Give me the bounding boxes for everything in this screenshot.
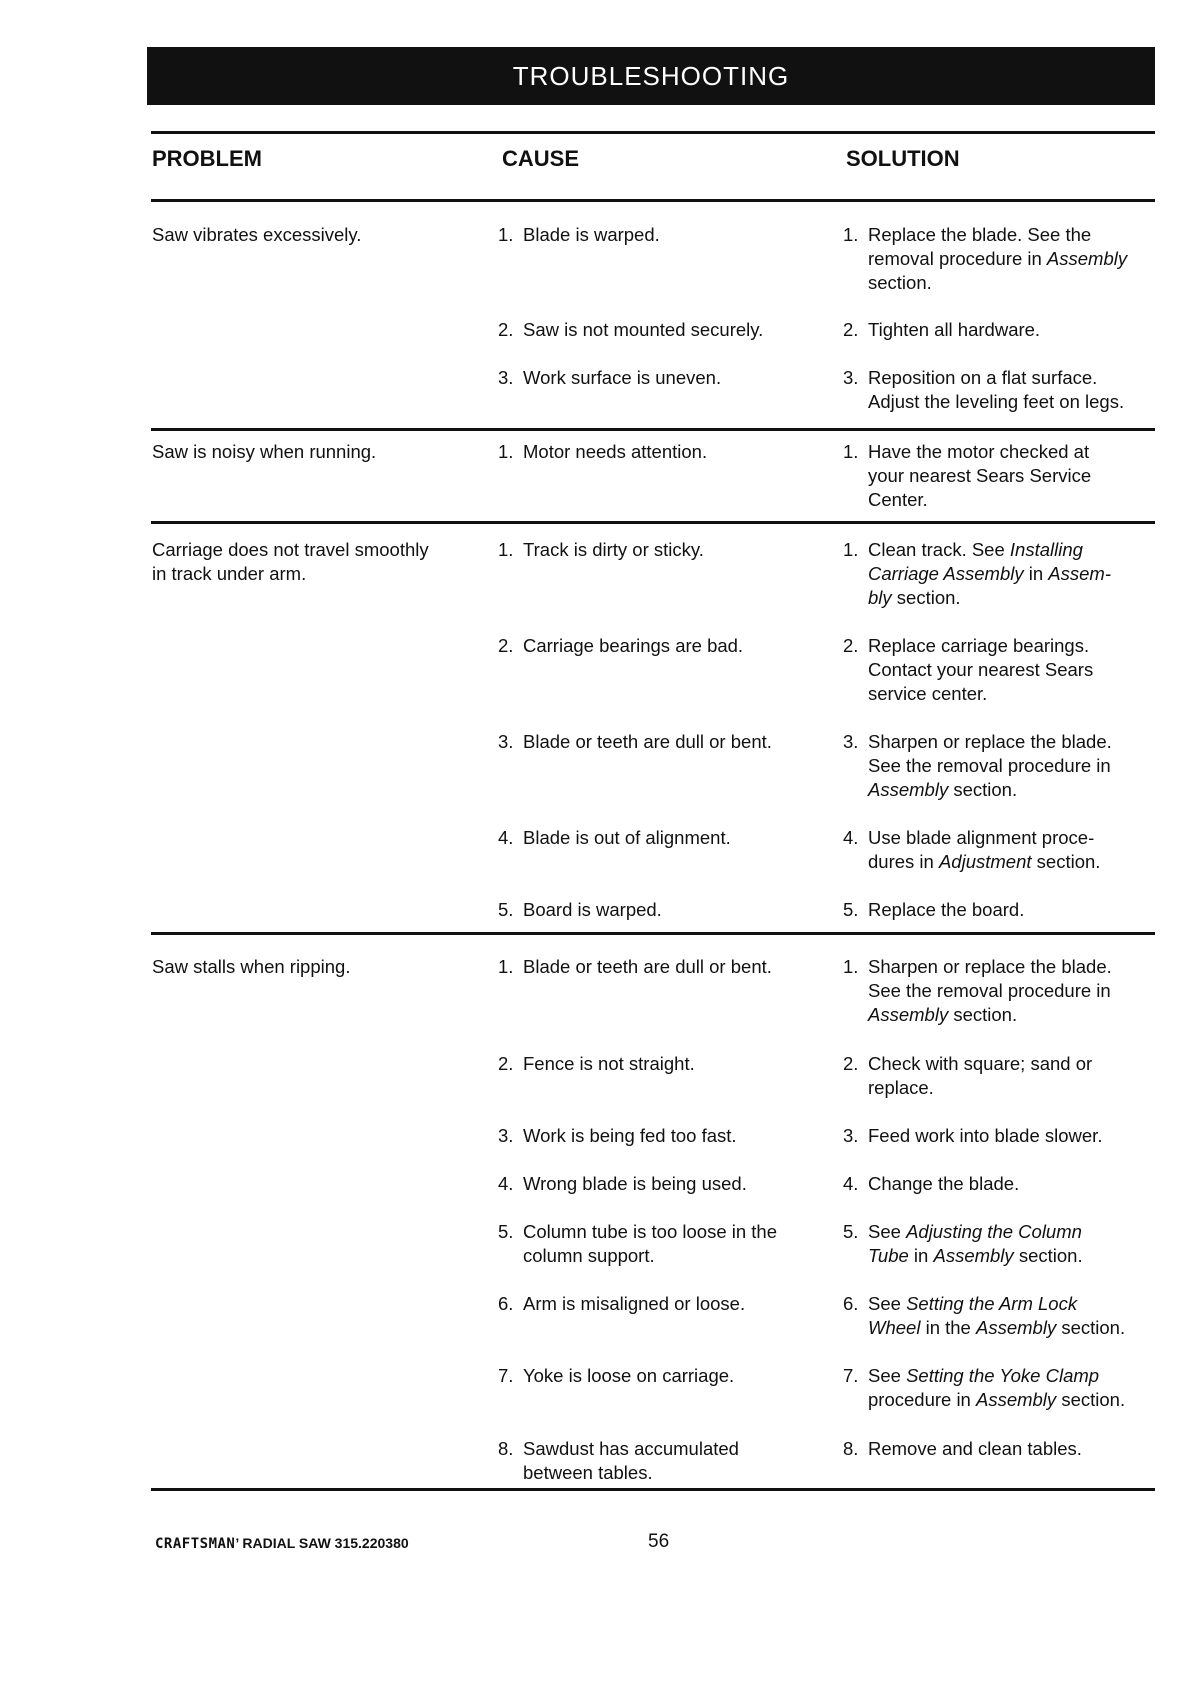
section-divider bbox=[151, 932, 1155, 935]
cause-text bbox=[523, 1220, 777, 1268]
solution-line bbox=[868, 1316, 1125, 1340]
solution-text bbox=[868, 826, 1100, 874]
solution-line bbox=[868, 682, 1093, 706]
solution-fragment: See the removal procedure in bbox=[868, 980, 1111, 1001]
solution-line bbox=[868, 1388, 1125, 1412]
solution-line bbox=[868, 562, 1111, 586]
header-problem: PROBLEM bbox=[152, 146, 262, 171]
solution-text bbox=[868, 1437, 1082, 1461]
problem-text: Saw is noisy when running. bbox=[152, 441, 377, 462]
reference-italic: Adjustment bbox=[938, 851, 1032, 872]
solution-number: 3. bbox=[843, 731, 859, 752]
cause-text bbox=[523, 223, 660, 247]
solution-fragment: your nearest Sears Service bbox=[868, 465, 1092, 486]
cause-line: Work surface is uneven. bbox=[523, 367, 722, 388]
cause-text bbox=[523, 318, 763, 342]
solution-line bbox=[868, 440, 1091, 464]
solution-line bbox=[868, 1437, 1082, 1461]
reference-italic: Assembly bbox=[868, 1004, 949, 1025]
cause-text bbox=[523, 1052, 695, 1076]
cause-line: Carriage bearings are bad. bbox=[523, 635, 744, 656]
solution-line bbox=[868, 850, 1100, 874]
cause-number: 5. bbox=[498, 1221, 514, 1242]
solution-text bbox=[868, 1124, 1102, 1148]
page-title-banner bbox=[147, 47, 1155, 105]
craftsman-logo: CRAFTSMAN bbox=[155, 1536, 236, 1552]
solution-text bbox=[868, 223, 1127, 295]
solution-fragment: Clean track. See bbox=[868, 539, 1010, 560]
cause-text bbox=[523, 826, 731, 850]
solution-line bbox=[868, 223, 1127, 247]
cause-line: Arm is misaligned or loose. bbox=[523, 1293, 746, 1314]
solution-text bbox=[868, 1364, 1125, 1412]
cause-number: 1. bbox=[498, 539, 514, 560]
reference-italic: Assembly bbox=[1046, 248, 1128, 269]
solution-text bbox=[868, 1220, 1083, 1268]
solution-fragment: dures in bbox=[868, 851, 939, 872]
cause-number: 2. bbox=[498, 1053, 514, 1074]
solution-fragment: Sharpen or replace the blade. bbox=[868, 956, 1112, 977]
cause-number: 4. bbox=[498, 827, 514, 848]
solution-fragment: Adjust the leveling feet on legs. bbox=[868, 391, 1125, 412]
cause-number: 3. bbox=[498, 1125, 514, 1146]
cause-number: 5. bbox=[498, 899, 514, 920]
cause-line: Blade or teeth are dull or bent. bbox=[523, 956, 772, 977]
solution-fragment: Replace carriage bearings. bbox=[868, 635, 1090, 656]
solution-line bbox=[868, 1292, 1125, 1316]
solution-number: 1. bbox=[843, 224, 859, 245]
solution-fragment: See bbox=[868, 1365, 907, 1386]
cause-line: Motor needs attention. bbox=[523, 441, 708, 462]
cause-text bbox=[523, 898, 662, 922]
solution-text bbox=[868, 898, 1024, 922]
reference-italic: Assembly bbox=[868, 779, 949, 800]
solution-fragment: in the bbox=[920, 1317, 976, 1338]
solution-fragment: See bbox=[868, 1221, 907, 1242]
solution-line bbox=[868, 1124, 1102, 1148]
cause-text bbox=[523, 1292, 745, 1316]
cause-number: 6. bbox=[498, 1293, 514, 1314]
cause-line: Saw is not mounted securely. bbox=[523, 319, 764, 340]
solution-line bbox=[868, 826, 1100, 850]
cause-text bbox=[523, 1124, 737, 1148]
cause-number: 3. bbox=[498, 367, 514, 388]
solution-line bbox=[868, 955, 1112, 979]
solution-fragment: procedure in bbox=[868, 1389, 976, 1410]
solution-line bbox=[868, 634, 1093, 658]
cause-number: 1. bbox=[498, 441, 514, 462]
section-divider bbox=[151, 428, 1155, 431]
solution-line bbox=[868, 778, 1112, 802]
problem-text: Saw vibrates excessively. bbox=[152, 224, 362, 245]
cause-line: Column tube is too loose in the bbox=[523, 1221, 778, 1242]
cause-number: 1. bbox=[498, 956, 514, 977]
reference-italic: Tube bbox=[868, 1245, 909, 1266]
reference-italic: Carriage Assembly bbox=[868, 563, 1024, 584]
cause-line: Blade is out of alignment. bbox=[523, 827, 731, 848]
solution-text bbox=[868, 366, 1124, 414]
solution-fragment: section. bbox=[1031, 851, 1101, 872]
reference-italic: Setting the Arm Lock bbox=[906, 1293, 1078, 1314]
reference-italic: Assem- bbox=[1048, 563, 1111, 584]
solution-fragment: Check with square; sand or bbox=[868, 1053, 1093, 1074]
solution-fragment: service center. bbox=[868, 683, 988, 704]
solution-fragment: Center. bbox=[868, 489, 928, 510]
cause-text bbox=[523, 730, 772, 754]
solution-line bbox=[868, 247, 1127, 271]
cause-number: 7. bbox=[498, 1365, 514, 1386]
header-rule bbox=[151, 199, 1155, 202]
header-cause: CAUSE bbox=[502, 146, 580, 171]
solution-fragment: Replace the board. bbox=[868, 899, 1025, 920]
solution-line bbox=[868, 979, 1112, 1003]
cause-line: Wrong blade is being used. bbox=[523, 1173, 747, 1194]
trademark-mark: ’ bbox=[235, 1535, 239, 1551]
cause-text bbox=[523, 538, 704, 562]
solution-line bbox=[868, 1364, 1125, 1388]
solution-line bbox=[868, 366, 1124, 390]
problem-text: Carriage does not travel smoothly in track under arm. bbox=[152, 539, 429, 584]
solution-fragment: Remove and clean tables. bbox=[868, 1438, 1082, 1459]
reference-italic: Assembly bbox=[976, 1317, 1057, 1338]
cause-text bbox=[523, 1172, 747, 1196]
solution-line bbox=[868, 1172, 1019, 1196]
solution-number: 3. bbox=[843, 1125, 859, 1146]
solution-fragment: Contact your nearest Sears bbox=[868, 659, 1094, 680]
solution-text bbox=[868, 1292, 1125, 1340]
cause-line: Blade or teeth are dull or bent. bbox=[523, 731, 772, 752]
solution-number: 2. bbox=[843, 319, 859, 340]
cause-line: Blade is warped. bbox=[523, 224, 660, 245]
section-divider bbox=[151, 1488, 1155, 1491]
solution-number: 5. bbox=[843, 899, 859, 920]
solution-fragment: Feed work into blade slower. bbox=[868, 1125, 1103, 1146]
cause-line: Sawdust has accumulated bbox=[523, 1438, 739, 1459]
solution-line bbox=[868, 898, 1024, 922]
solution-line bbox=[868, 730, 1112, 754]
solution-line bbox=[868, 390, 1124, 414]
cause-number: 2. bbox=[498, 635, 514, 656]
cause-number: 3. bbox=[498, 731, 514, 752]
solution-number: 4. bbox=[843, 827, 859, 848]
solution-fragment: section. bbox=[868, 272, 932, 293]
solution-line bbox=[868, 658, 1093, 682]
cause-text bbox=[523, 1364, 734, 1388]
solution-line bbox=[868, 488, 1091, 512]
solution-fragment: Replace the blade. See the bbox=[868, 224, 1092, 245]
footer-brand bbox=[155, 1535, 409, 1552]
page-title: TROUBLESHOOTING bbox=[512, 60, 790, 91]
solution-fragment: replace. bbox=[868, 1077, 934, 1098]
solution-fragment: in bbox=[908, 1245, 934, 1266]
cause-line: column support. bbox=[523, 1245, 655, 1266]
solution-number: 2. bbox=[843, 1053, 859, 1074]
solution-number: 1. bbox=[843, 441, 859, 462]
solution-line bbox=[868, 538, 1111, 562]
solution-fragment: section. bbox=[891, 587, 961, 608]
solution-number: 6. bbox=[843, 1293, 859, 1314]
reference-italic: Setting the Yoke Clamp bbox=[906, 1365, 1100, 1386]
cause-text bbox=[523, 366, 721, 390]
solution-number: 8. bbox=[843, 1438, 859, 1459]
reference-italic: Wheel bbox=[868, 1317, 921, 1338]
cause-line: between tables. bbox=[523, 1462, 653, 1483]
solution-fragment: removal procedure in bbox=[868, 248, 1047, 269]
solution-text bbox=[868, 730, 1112, 802]
solution-text bbox=[868, 318, 1040, 342]
cause-line: Track is dirty or sticky. bbox=[523, 539, 704, 560]
header-solution: SOLUTION bbox=[846, 146, 960, 171]
reference-italic: Assembly bbox=[975, 1389, 1057, 1410]
solution-fragment: Sharpen or replace the blade. bbox=[868, 731, 1112, 752]
solution-fragment: section. bbox=[1056, 1317, 1126, 1338]
solution-line bbox=[868, 1244, 1083, 1268]
solution-line bbox=[868, 1003, 1112, 1027]
solution-fragment: Have the motor checked at bbox=[868, 441, 1090, 462]
solution-line bbox=[868, 318, 1040, 342]
cause-line: Yoke is loose on carriage. bbox=[523, 1365, 735, 1386]
solution-fragment: See bbox=[868, 1293, 907, 1314]
solution-number: 7. bbox=[843, 1365, 859, 1386]
solution-fragment: in bbox=[1023, 563, 1049, 584]
solution-line bbox=[868, 1076, 1092, 1100]
solution-text bbox=[868, 955, 1112, 1027]
page-number: 56 bbox=[648, 1531, 670, 1552]
reference-italic: Installing bbox=[1009, 539, 1083, 560]
solution-number: 3. bbox=[843, 367, 859, 388]
cause-line: Board is warped. bbox=[523, 899, 662, 920]
solution-line bbox=[868, 464, 1091, 488]
cause-text bbox=[523, 634, 743, 658]
solution-text bbox=[868, 1052, 1092, 1100]
solution-fragment: Use blade alignment proce- bbox=[868, 827, 1095, 848]
solution-line bbox=[868, 754, 1112, 778]
top-rule bbox=[151, 131, 1155, 134]
reference-italic: bly bbox=[868, 587, 892, 608]
solution-fragment: Tighten all hardware. bbox=[868, 319, 1041, 340]
product-name: RADIAL SAW 315.220380 bbox=[242, 1535, 409, 1551]
solution-fragment: Change the blade. bbox=[868, 1173, 1020, 1194]
cause-number: 4. bbox=[498, 1173, 514, 1194]
cause-line: Work is being fed too fast. bbox=[523, 1125, 737, 1146]
solution-text bbox=[868, 538, 1111, 610]
section-divider bbox=[151, 521, 1155, 524]
solution-line bbox=[868, 271, 1127, 295]
solution-number: 1. bbox=[843, 956, 859, 977]
cause-line: Fence is not straight. bbox=[523, 1053, 695, 1074]
problem-text: Saw stalls when ripping. bbox=[152, 956, 351, 977]
solution-fragment: See the removal procedure in bbox=[868, 755, 1111, 776]
solution-line bbox=[868, 1052, 1092, 1076]
reference-italic: Adjusting the Column bbox=[906, 1221, 1082, 1242]
solution-line bbox=[868, 586, 1111, 610]
cause-text bbox=[523, 1437, 739, 1485]
solution-fragment: section. bbox=[948, 1004, 1018, 1025]
solution-fragment: section. bbox=[948, 779, 1018, 800]
cause-text bbox=[523, 955, 772, 979]
solution-text bbox=[868, 1172, 1019, 1196]
solution-text bbox=[868, 440, 1091, 512]
solution-number: 2. bbox=[843, 635, 859, 656]
solution-number: 1. bbox=[843, 539, 859, 560]
solution-text bbox=[868, 634, 1093, 706]
solution-fragment: section. bbox=[1013, 1245, 1083, 1266]
solution-number: 5. bbox=[843, 1221, 859, 1242]
cause-number: 2. bbox=[498, 319, 514, 340]
solution-fragment: Reposition on a flat surface. bbox=[868, 367, 1098, 388]
solution-line bbox=[868, 1220, 1083, 1244]
solution-number: 4. bbox=[843, 1173, 859, 1194]
cause-number: 1. bbox=[498, 224, 514, 245]
cause-text bbox=[523, 440, 707, 464]
reference-italic: Assembly bbox=[933, 1245, 1014, 1266]
solution-fragment: section. bbox=[1056, 1389, 1126, 1410]
cause-number: 8. bbox=[498, 1438, 514, 1459]
